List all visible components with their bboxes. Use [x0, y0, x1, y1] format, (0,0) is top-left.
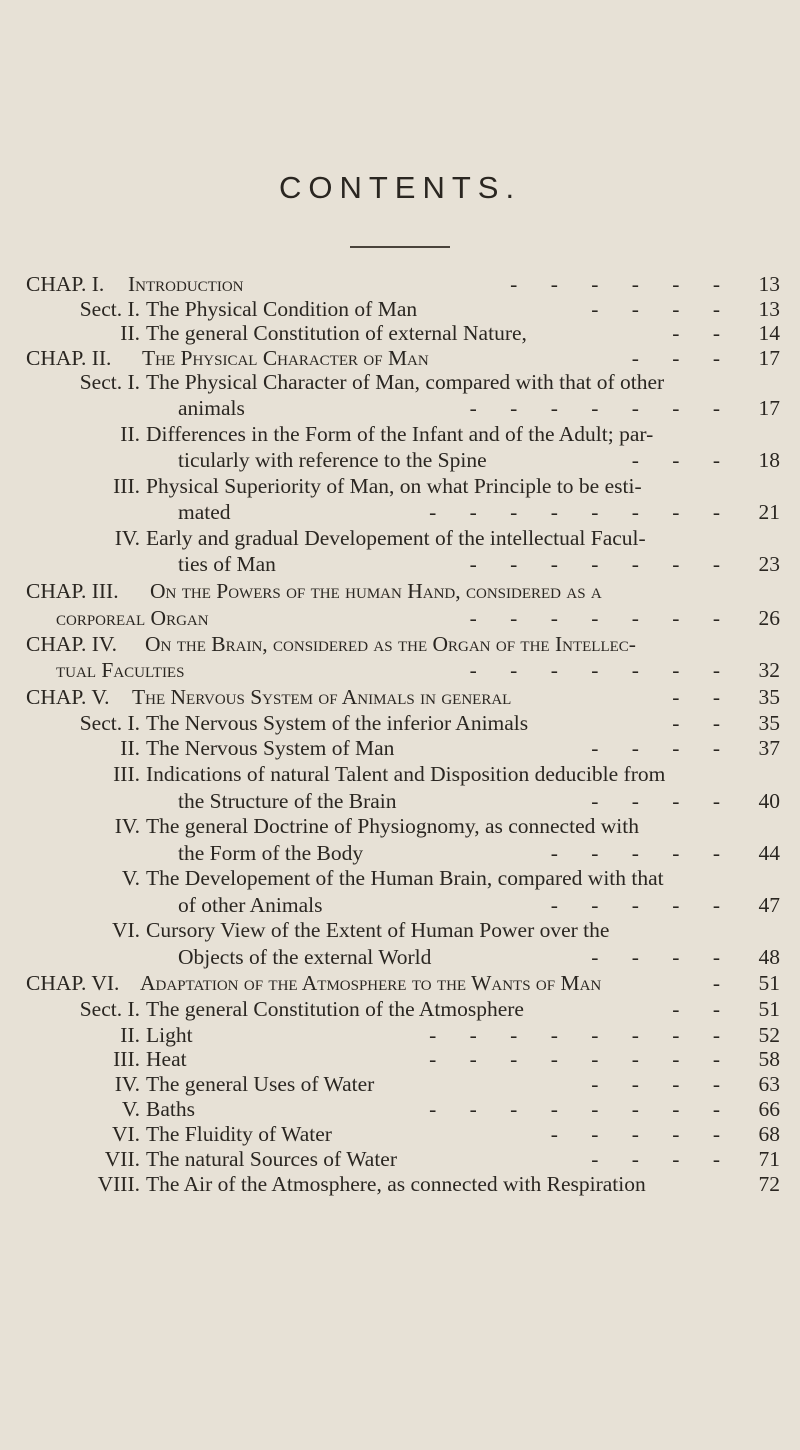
entry-title: The Physical Condition of Man: [146, 297, 418, 321]
entry-title: ties of Man: [178, 552, 276, 576]
entry-title: Introduction: [128, 272, 244, 296]
entry-label: III.: [113, 474, 140, 498]
entry-title: Early and gradual Developement of the intellectual Facul-: [146, 526, 646, 550]
page-number: 51: [758, 997, 780, 1021]
entry-label: VI.: [111, 918, 140, 942]
entry-label: VI.: [111, 1122, 140, 1146]
toc-entry: [0, 866, 800, 890]
page-number: 13: [758, 272, 780, 296]
leader-dashes: - - - - -: [550, 1122, 720, 1146]
toc-entry: [0, 1072, 800, 1096]
toc-entry: [0, 500, 800, 524]
entry-label: IV.: [114, 526, 140, 550]
entry-title: The Physical Character of Man, compared with that of other: [146, 370, 665, 394]
leader-dashes: - - - -: [591, 789, 720, 813]
toc-entry: [0, 685, 800, 709]
entry-title: The Nervous System of Animals in general: [132, 685, 512, 709]
page-number: 35: [758, 685, 780, 709]
toc-entry: [0, 918, 800, 942]
entry-title: Baths: [146, 1097, 195, 1121]
entry-title: The Physical Character of Man: [142, 346, 429, 370]
page-number: 63: [758, 1072, 780, 1096]
toc-entry: [0, 474, 800, 498]
entry-label: II.: [120, 422, 140, 446]
entry-label: II.: [120, 736, 140, 760]
toc-entry: [0, 1122, 800, 1146]
leader-dashes: - - - -: [591, 297, 720, 321]
toc-entry: [0, 396, 800, 420]
page-number: 47: [758, 893, 780, 917]
leader-dashes: - - - - - - -: [469, 552, 720, 576]
entry-title: The general Constitution of the Atmosphere: [146, 997, 524, 1021]
toc-entry: [0, 346, 800, 370]
toc-entry: [0, 789, 800, 813]
toc-entry: [0, 606, 800, 630]
entry-title: The general Constitution of external Nature,: [146, 321, 527, 345]
leader-dashes: - - - - - - - -: [429, 1023, 720, 1047]
entry-title: The Fluidity of Water: [146, 1122, 332, 1146]
page-number: 17: [758, 346, 780, 370]
entry-title: The Developement of the Human Brain, compared with that: [146, 866, 664, 890]
toc-entry: [0, 1097, 800, 1121]
page-number: 23: [758, 552, 780, 576]
toc-entry: [0, 552, 800, 576]
toc-entry: [0, 945, 800, 969]
entry-title: On the Powers of the human Hand, considered as a: [150, 579, 602, 603]
toc-entry: [0, 971, 800, 995]
page-number: 17: [758, 396, 780, 420]
entry-title: The general Uses of Water: [146, 1072, 375, 1096]
leader-dashes: - - - - - -: [510, 272, 720, 296]
toc-entry: [0, 526, 800, 550]
entry-label: IV.: [114, 1072, 140, 1096]
page-number: 52: [758, 1023, 780, 1047]
toc-entry: [0, 1147, 800, 1171]
entry-label: III.: [113, 762, 140, 786]
page-number: 58: [758, 1047, 780, 1071]
page-number: 18: [758, 448, 780, 472]
entry-title: Differences in the Form of the Infant and of the Adult; par-: [146, 422, 654, 446]
page-number: 44: [758, 841, 780, 865]
entry-title: corporeal Organ: [56, 606, 209, 630]
entry-title: Indications of natural Talent and Disposition deducible from: [146, 762, 666, 786]
toc-entry: [0, 711, 800, 735]
page-number: 21: [758, 500, 780, 524]
leader-dashes: - - - -: [591, 1147, 720, 1171]
toc-entry: [0, 1023, 800, 1047]
entry-label: CHAP. VI.: [26, 971, 120, 995]
toc-entry: [0, 422, 800, 446]
entry-label: Sect. I.: [79, 997, 140, 1021]
entry-title: animals: [178, 396, 245, 420]
toc-entry: [0, 841, 800, 865]
entry-label: CHAP. V.: [26, 685, 110, 709]
leader-dashes: - - - - - - -: [469, 396, 720, 420]
entry-label: CHAP. II.: [26, 346, 112, 370]
entry-title: Physical Superiority of Man, on what Principle to be esti-: [146, 474, 642, 498]
entry-title: the Form of the Body: [178, 841, 364, 865]
page-number: 13: [758, 297, 780, 321]
leader-dashes: - -: [672, 685, 720, 709]
page-number: 51: [758, 971, 780, 995]
page-title: CONTENTS.: [278, 170, 522, 205]
entry-title: the Structure of the Brain: [178, 789, 397, 813]
leader-dashes: - - - - -: [550, 893, 720, 917]
entry-title: The Nervous System of Man: [146, 736, 395, 760]
page-number: 14: [758, 321, 780, 345]
entry-label: VII.: [104, 1147, 140, 1171]
toc-entry: [0, 579, 800, 603]
leader-dashes: - - - -: [591, 736, 720, 760]
entry-title: of other Animals: [178, 893, 323, 917]
entry-label: III.: [113, 1047, 140, 1071]
page-number: 66: [758, 1097, 780, 1121]
leader-dashes: - - - - - - - -: [429, 1097, 720, 1121]
entry-label: Sect. I.: [79, 297, 140, 321]
toc-entry: [0, 321, 800, 345]
page-number: 71: [758, 1147, 780, 1171]
leader-dashes: - -: [672, 711, 720, 735]
entry-label: CHAP. I.: [26, 272, 105, 296]
entry-title: ticularly with reference to the Spine: [178, 448, 487, 472]
leader-dashes: - - - - - - -: [469, 606, 720, 630]
entry-label: V.: [121, 866, 140, 890]
page-number: 37: [758, 736, 780, 760]
entry-label: Sect. I.: [79, 711, 140, 735]
entry-title: The general Doctrine of Physiognomy, as connected with: [146, 814, 639, 838]
entry-title: The natural Sources of Water: [146, 1147, 397, 1171]
page-number: 26: [758, 606, 780, 630]
entry-title: Objects of the external World: [178, 945, 432, 969]
toc-entry: [0, 272, 800, 296]
entry-title: Light: [146, 1023, 193, 1047]
entry-title: On the Brain, considered as the Organ of the Intellec-: [145, 632, 636, 656]
entry-label: CHAP. IV.: [26, 632, 118, 656]
entry-label: VIII.: [97, 1172, 140, 1196]
leader-dashes: - -: [672, 997, 720, 1021]
entry-title: mated: [178, 500, 231, 524]
entry-label: IV.: [114, 814, 140, 838]
leader-dashes: - - - - - - - -: [429, 500, 720, 524]
page-number: 40: [758, 789, 780, 813]
toc-entry: [0, 997, 800, 1021]
page-number: 48: [758, 945, 780, 969]
leader-dashes: - - - -: [591, 1072, 720, 1096]
toc-entry: [0, 893, 800, 917]
entry-title: The Nervous System of the inferior Animals: [146, 711, 529, 735]
toc-entry: [0, 658, 800, 682]
page-number: 72: [758, 1172, 780, 1196]
leader-dashes: -: [712, 971, 720, 995]
entry-label: V.: [121, 1097, 140, 1121]
toc-entry: [0, 814, 800, 838]
entry-label: Sect. I.: [79, 370, 140, 394]
toc-entry: [0, 1047, 800, 1071]
toc-entry: [0, 762, 800, 786]
leader-dashes: - - - -: [591, 945, 720, 969]
toc-entry: [0, 736, 800, 760]
entry-title: tual Faculties: [56, 658, 185, 682]
leader-dashes: - - - - - - -: [469, 658, 720, 682]
leader-dashes: - -: [672, 321, 720, 345]
toc-entry: [0, 1172, 800, 1196]
entry-label: II.: [120, 1023, 140, 1047]
entry-label: CHAP. III.: [26, 579, 119, 603]
entry-title: The Air of the Atmosphere, as connected with Respiration: [146, 1172, 646, 1196]
leader-dashes: - - -: [631, 346, 720, 370]
toc-entry: [0, 370, 800, 394]
entry-label: II.: [120, 321, 140, 345]
entry-title: Cursory View of the Extent of Human Power over the: [146, 918, 610, 942]
toc-entry: [0, 632, 800, 656]
page-number: 32: [758, 658, 780, 682]
entry-title: Heat: [146, 1047, 187, 1071]
toc-entry: [0, 297, 800, 321]
leader-dashes: - - - - - - - -: [429, 1047, 720, 1071]
toc-entry: [0, 448, 800, 472]
entry-title: Adaptation of the Atmosphere to the Wants of Man: [140, 971, 602, 995]
title-rule: [350, 246, 450, 248]
leader-dashes: - - -: [631, 448, 720, 472]
page-number: 35: [758, 711, 780, 735]
page-number: 68: [758, 1122, 780, 1146]
leader-dashes: - - - - -: [550, 841, 720, 865]
